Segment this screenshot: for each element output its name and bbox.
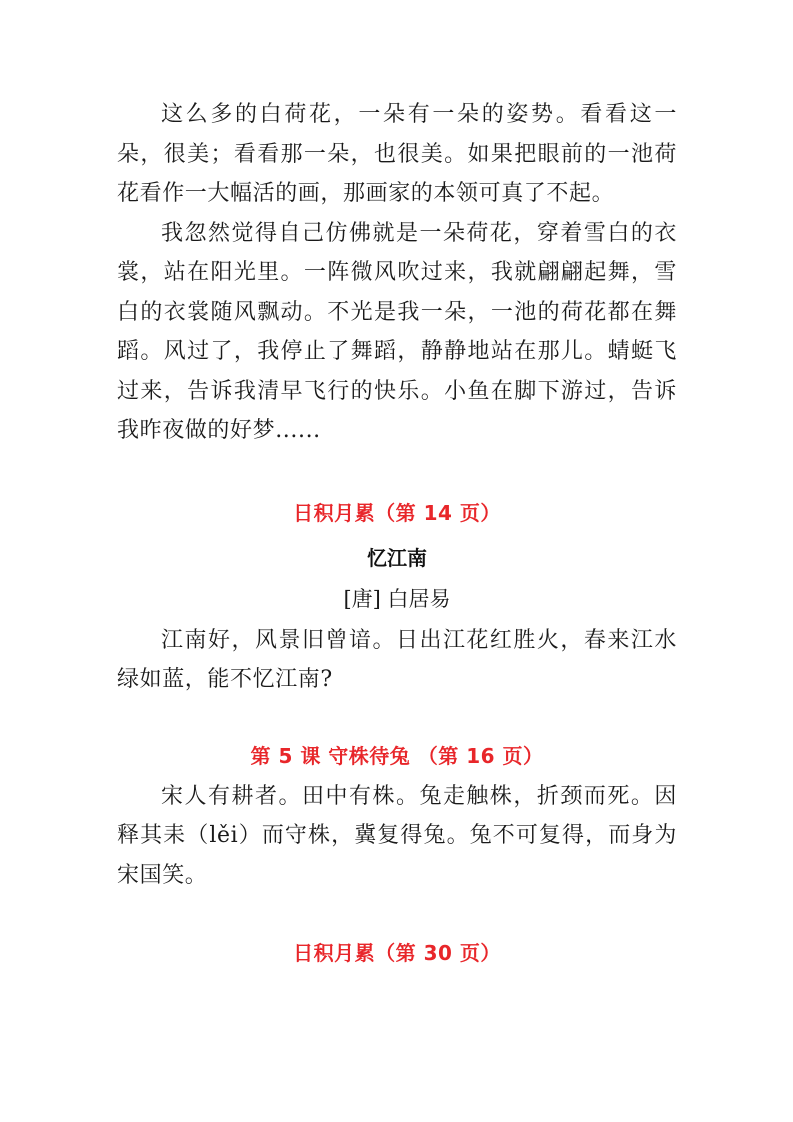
section-heading-accumulation-p14: 日积月累（第 14 页）: [293, 500, 501, 525]
poem-text: 江南好，风景旧曾谙。日出江花红胜火，春来江水绿如蓝，能不忆江南?: [117, 627, 677, 692]
document-page: [117, 95, 677, 966]
poem-title: 忆江南: [367, 545, 427, 570]
paragraph-shouzhudaitu: 宋人有耕者。田中有株。兔走触株，折颈而死。因释其耒（lěi）而守株，冀复得兔。兔不可复得，而身为宋国笑。: [117, 783, 677, 888]
section-heading-accumulation-p30: 日积月累（第 30 页）: [293, 941, 501, 965]
paragraph-lotus-1: 这么多的白荷花，一朵有一朵的姿势。看看这一朵，很美；看看那一朵，也很美。如果把眼前的一池荷花看作一大幅活的画，那画家的本领可真了不起。: [117, 102, 677, 206]
poem-author: [唐] 白居易: [343, 586, 451, 611]
paragraph-lotus-2: 我忽然觉得自己仿佛就是一朵荷花，穿着雪白的衣裳，站在阳光里。一阵微风吹过来，我就翩翩起舞，雪白的衣裳随风飘动。不光是我一朵，一池的荷花都在舞蹈。风过了，我停止了舞蹈，静静地站在那儿。蜻蜓飞过来，告诉我清早飞行的快乐。小鱼在脚下游过，告诉我昨夜做的好梦......: [117, 220, 677, 443]
section-heading-lesson-5: 第 5 课 守株待兔 （第 16 页）: [250, 743, 544, 768]
